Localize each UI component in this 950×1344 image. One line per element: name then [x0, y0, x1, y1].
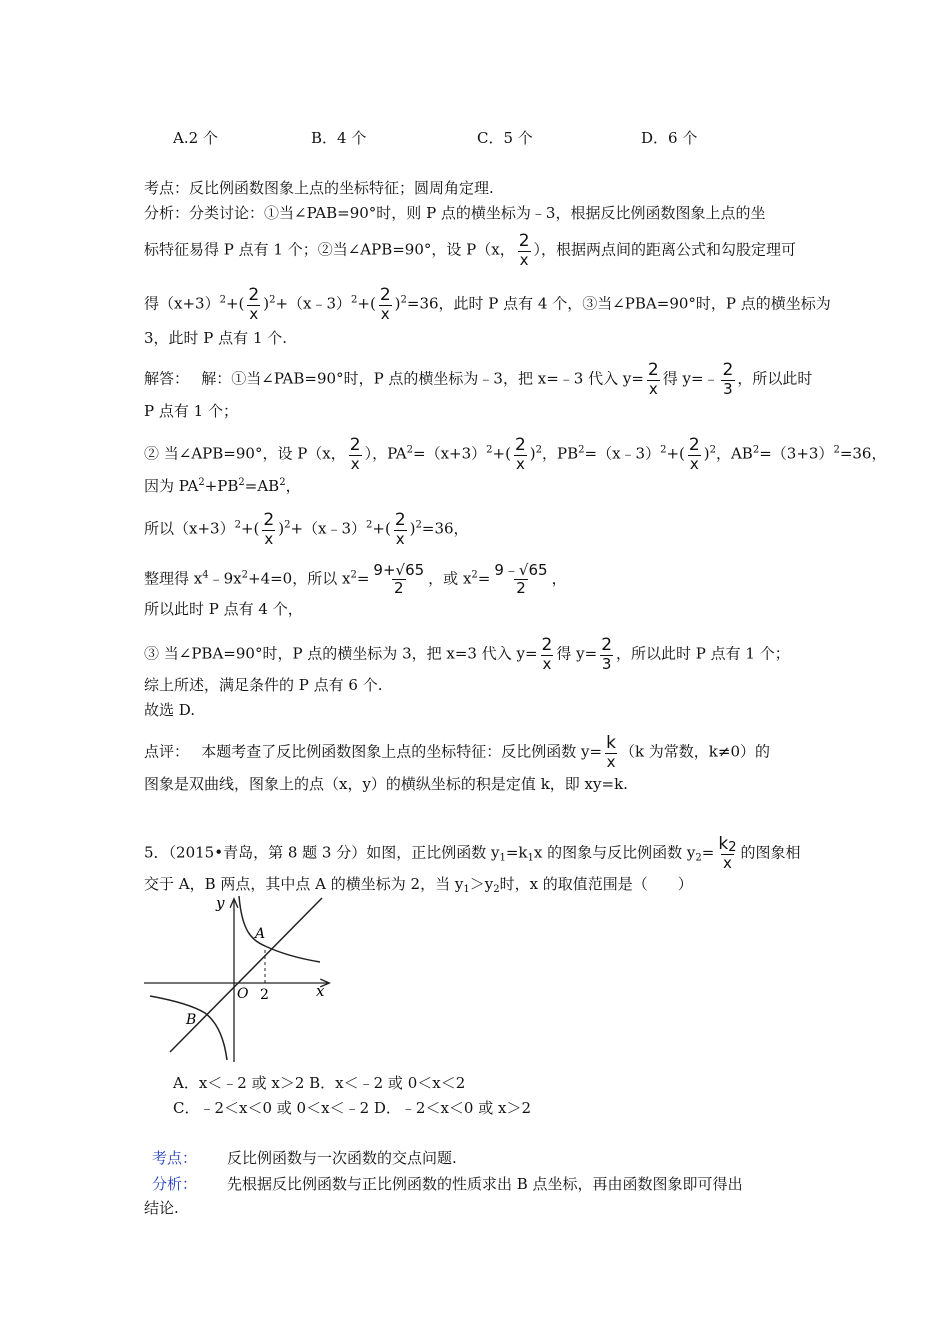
q5-kaodian-text: 反比例函数与一次函数的交点问题. — [227, 1149, 457, 1167]
q4-fenxi-line-1: 分析：分类讨论：①当∠PAB=90°时，则 P 点的横坐标为﹣3，根据反比例函数图象上点的坐 — [144, 204, 766, 222]
q4-jieda-line-10: 故选 D. — [144, 701, 196, 719]
tick-label-2: 2 — [260, 987, 269, 1003]
q5-fenxi-text-1: 先根据反比例函数与正比例函数的性质求出 B 点坐标，再由函数图象即可得出 — [227, 1175, 743, 1193]
option-c: C．5 个 — [477, 129, 533, 147]
q5-options-row-2: C．﹣2＜x＜0 或 0＜x＜﹣2 D．﹣2＜x＜0 或 x＞2 — [173, 1099, 531, 1117]
q4-jieda-line-4: 因为 $PA^2+PB^2=AB^2$， — [144, 477, 301, 495]
q5-options-row-1: A．x＜﹣2 或 x＞2 B．x＜﹣2 或 0＜x＜2 — [173, 1074, 466, 1092]
hyperbola-branch-1 — [239, 896, 320, 962]
q5-fenxi-label: 分析： — [152, 1175, 198, 1193]
q4-jieda-line-9: 综上所述，满足条件的 P 点有 6 个. — [144, 676, 383, 694]
q4-jieda-line-5: 所以$(x+3)^2+$( $\frac{2}{x}$ )$^2$+（x﹣3）$^2$+( $\frac{2}{x}$ )$^2$=36， — [144, 510, 469, 548]
q4-kaodian: 考点：反比例函数图象上点的坐标特征；圆周角定理. — [144, 179, 494, 197]
q4-dianping-line-2: 图象是双曲线，图象上的点（x，y）的横纵坐标的积是定值 k，即 xy=k. — [144, 775, 628, 793]
option-b: B．4 个 — [311, 129, 367, 147]
q4-jieda-line-3: ② 当∠APB=90°，设 P（x， $\frac{2}{x}$ ），$PA^2=(x+3)^2+$( $\frac{2}{x}$ )$^2$，$PB^2=(x﹣3)^2+$( $\frac{2}{x}$ )$^2$，$AB^2=(3+3)^2=36$， — [144, 435, 887, 473]
q4-fenxi-line-3: 得$(x+3)^2+$( $\frac{2}{x}$ )$^2$+（x﹣3）$^2$+( $\frac{2}{x}$ )$^2$=36，此时 P 点有 4 个，③当∠PBA=90°时，P 点的横坐标为 — [144, 285, 831, 323]
q4-jieda-line-1: 解答： 解：①当∠PAB=90°时，P 点的横坐标为﹣3，把 x=﹣3 代入 y= $\frac{2}{x}$ 得 y=﹣ $\frac{2}{3}$ ，所以此时 — [144, 360, 813, 398]
point-b-label: B — [186, 1012, 197, 1028]
q4-jieda-line-2: P 点有 1 个； — [144, 402, 238, 420]
y-axis-label: y — [216, 894, 225, 912]
q4-dianping-line-1: 点评： 本题考查了反比例函数图象上点的坐标特征：反比例函数 y= $\frac{k}{x}$ （k 为常数，k≠0）的 — [144, 733, 771, 771]
x-axis-label: x — [316, 982, 325, 1000]
origin-label: O — [237, 986, 249, 1002]
option-d: D．6 个 — [641, 129, 698, 147]
q5-kaodian-label: 考点： — [152, 1149, 198, 1167]
point-a-label: A — [255, 926, 266, 942]
q4-fenxi-line-4: 3，此时 P 点有 1 个. — [144, 329, 288, 347]
q5-stem-line-2: 交于 A，B 两点，其中点 A 的横坐标为 2，当 $y_1>y_2$时，x 的取值范围是（ ） — [144, 875, 693, 895]
line-y1 — [170, 898, 322, 1052]
q4-jieda-line-7: 所以此时 P 点有 4 个， — [144, 600, 303, 618]
q4-fenxi-line-2: 标特征易得 P 点有 1 个；②当∠APB=90°，设 P（x， $\frac{2}{x}$ ），根据两点间的距离公式和勾股定理可 — [144, 231, 797, 269]
fraction-2-over-x: $\frac{2}{x}$ — [518, 231, 530, 269]
q4-jieda-line-8: ③ 当∠PBA=90°时，P 点的横坐标为 3，把 x=3 代入 y= $\frac{2}{x}$ 得 y= $\frac{2}{3}$ ，所以此时 P 点有 1 个； — [144, 635, 790, 673]
q4-jieda-line-6: 整理得 $x^4﹣9x^2+4=0$，所以 $x^2=$ $\frac{9+√65}{2}$ ，或 $x^2=$ $\frac{9﹣√65}{2}$ ， — [144, 561, 567, 597]
option-a: A.2 个 — [173, 129, 218, 147]
function-graph — [142, 892, 342, 1064]
q5-fenxi-text-2: 结论. — [144, 1199, 179, 1217]
q5-stem-line-1: 5．（2015•青岛，第 8 题 3 分）如图，正比例函数 $y_1=k_1x$ 的图象与反比例函数 $y_2=$ $\frac{k_2}{x}$ 的图象相 — [144, 834, 801, 872]
